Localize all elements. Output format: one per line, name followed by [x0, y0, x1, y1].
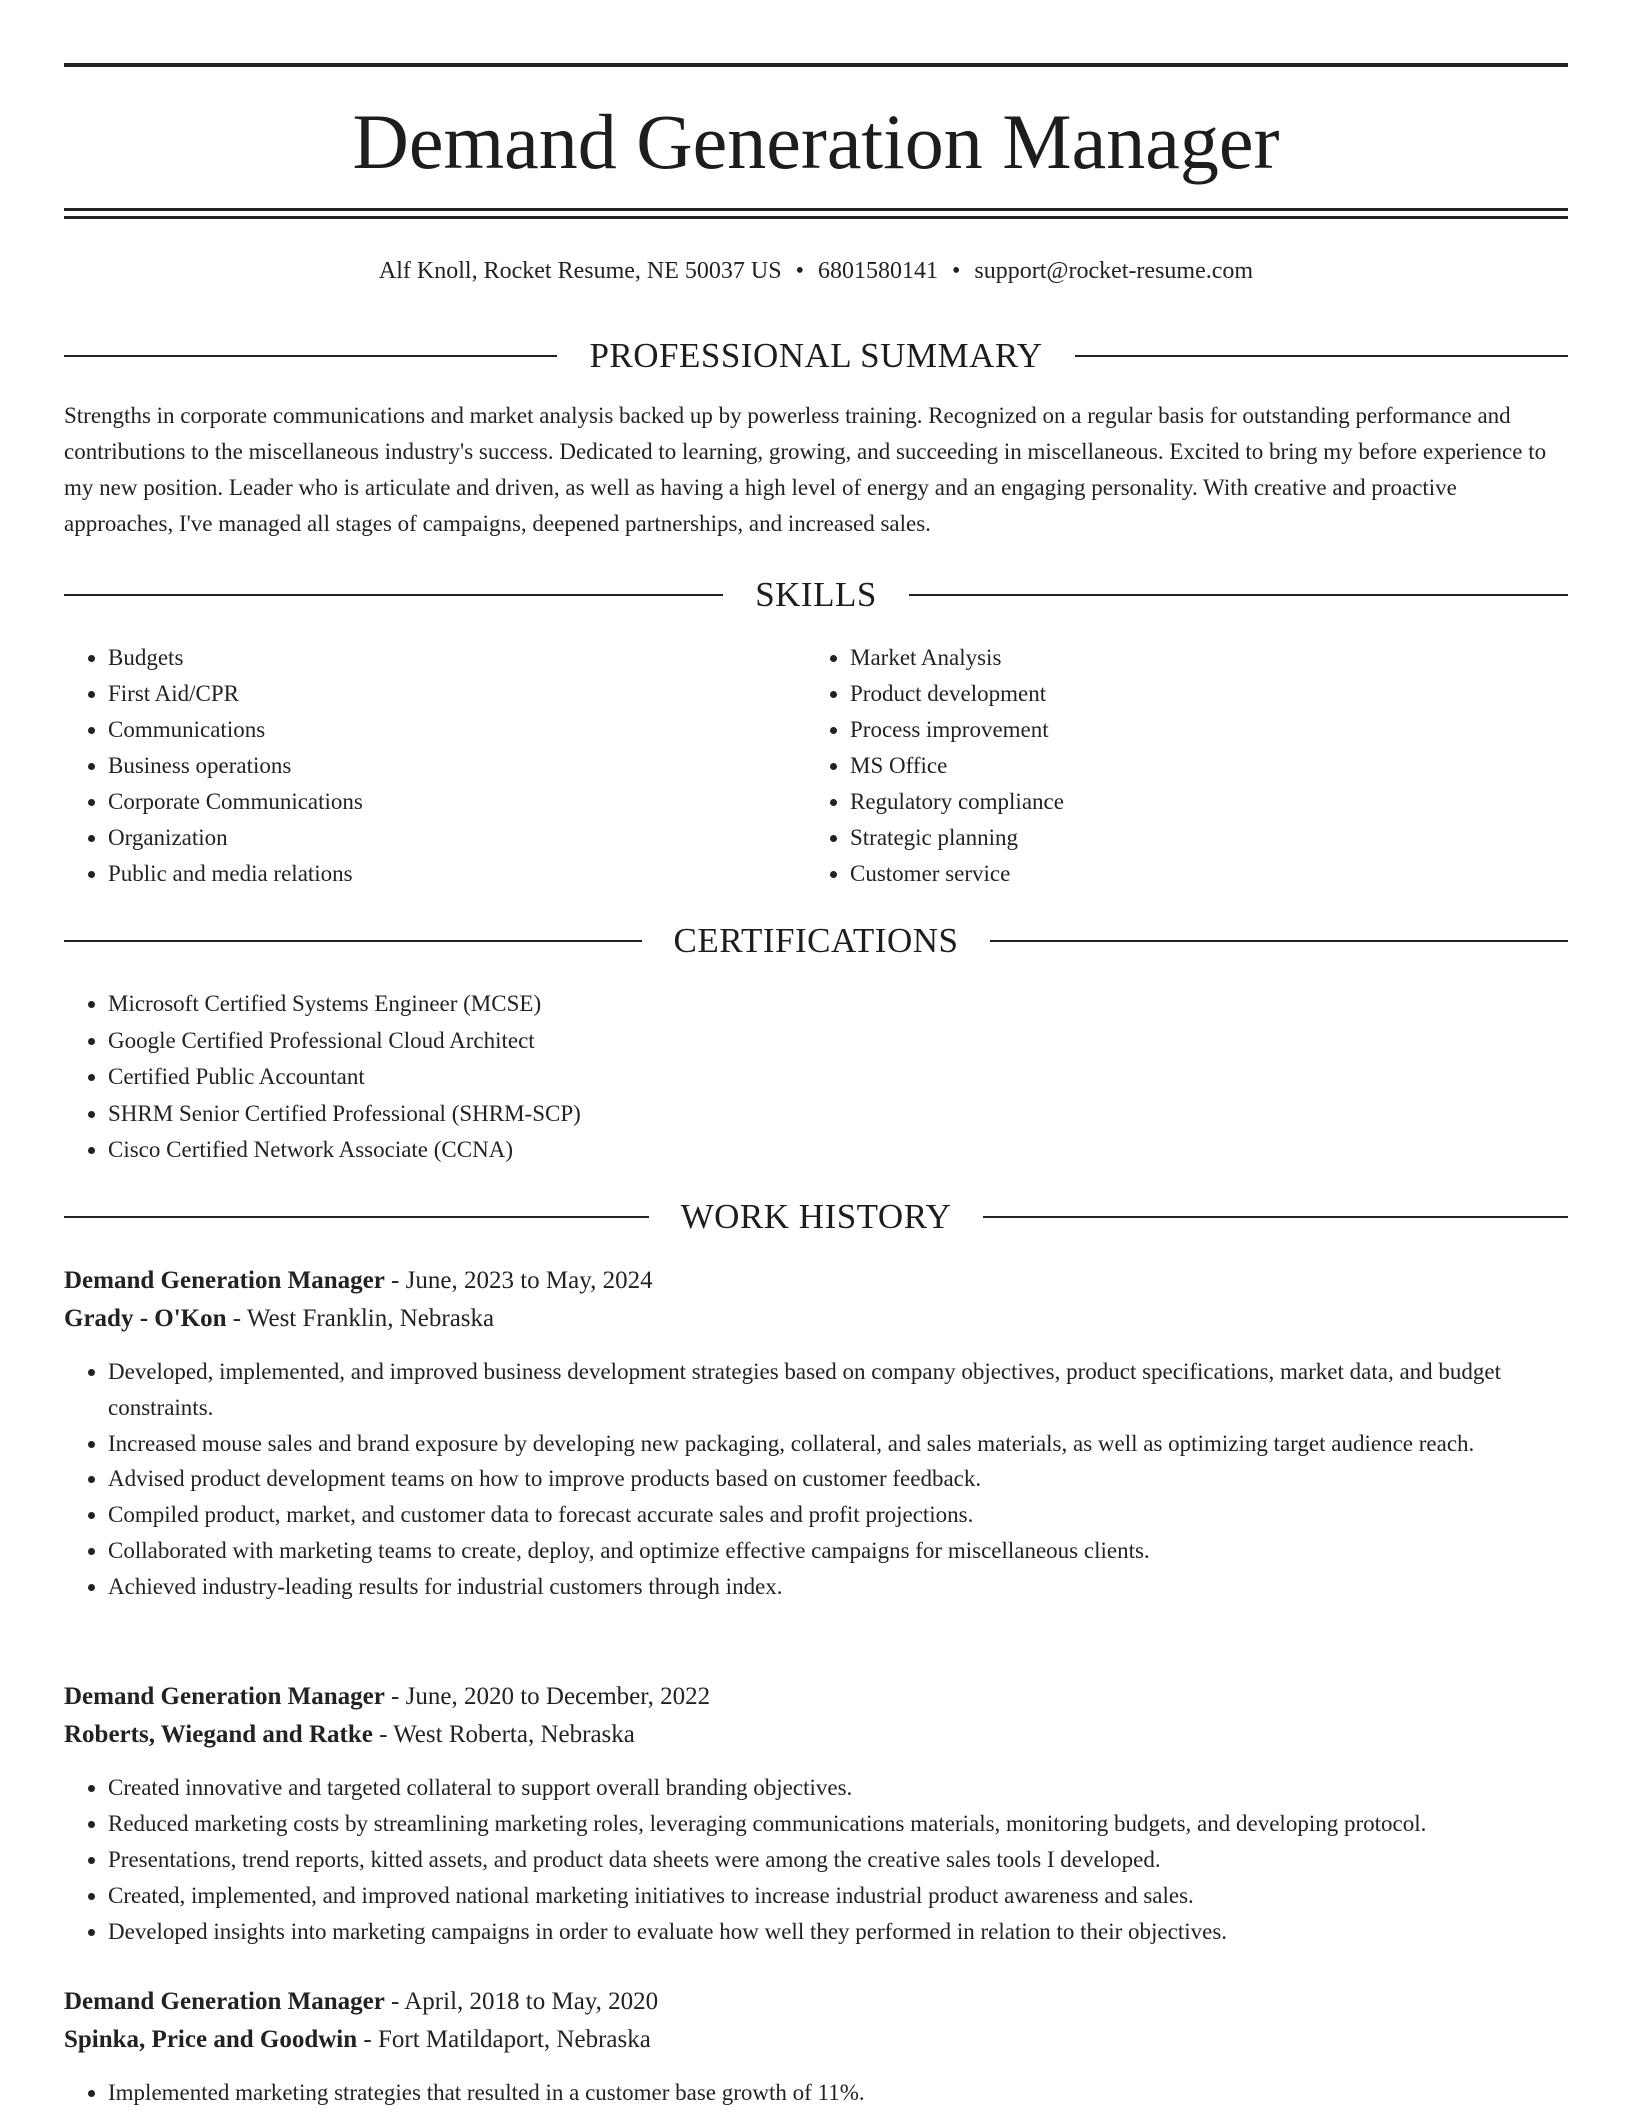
- job-title: Demand Generation Manager: [64, 1683, 385, 1710]
- job-company-line: [64, 1300, 1568, 1338]
- section-title: PROFESSIONAL SUMMARY: [589, 336, 1043, 375]
- section-header-certifications: [64, 919, 1568, 963]
- skill-item: • Regulatory compliance: [850, 784, 1548, 820]
- title-double-rule-lower: [64, 216, 1568, 219]
- section-rule: [1075, 355, 1568, 357]
- job-bullet: • Increased mouse sales and brand exposure by developing new packaging, collateral, and sales materials, as well as optimizing target audience reach.: [108, 1426, 1568, 1462]
- skill-item: • Strategic planning: [850, 820, 1548, 856]
- certifications-list: [64, 986, 1568, 1169]
- page-title: Demand Generation Manager: [352, 98, 1280, 185]
- section-rule: [990, 940, 1568, 942]
- job-bullet: • Developed insights into marketing campaigns in order to evaluate how well they performed in relation to their objectives.: [108, 1914, 1568, 1950]
- job-bullet: • Compiled product, market, and customer data to forecast accurate sales and profit projections.: [108, 1497, 1568, 1533]
- skill-item: • Process improvement: [850, 712, 1548, 748]
- skills-column-right: [806, 640, 1548, 892]
- section-header-skills: [64, 573, 1568, 617]
- skill-item: • Business operations: [108, 748, 806, 784]
- skill-item: • Customer service: [850, 856, 1548, 892]
- contact-address: Alf Knoll, Rocket Resume, NE 50037 US: [378, 258, 782, 284]
- job-company-line: [64, 1716, 1568, 1754]
- job-bullet: • Implemented marketing strategies that resulted in a customer base growth of 11%.: [108, 2075, 1568, 2111]
- job-dates: - June, 2023 to May, 2024: [384, 1267, 653, 1294]
- job-company: Spinka, Price and Goodwin: [64, 2026, 358, 2053]
- skill-item: • Product development: [850, 676, 1548, 712]
- job-company: Grady - O'Kon: [64, 1305, 227, 1332]
- contact-phone: 6801580141: [817, 258, 938, 284]
- job-bullet: • Reduced marketing costs by streamlining marketing roles, leveraging communications materials, monitoring budgets, and developing protocol.: [108, 1806, 1568, 1842]
- job-entry: [64, 1678, 1568, 1950]
- certification-item: • Cisco Certified Network Associate (CCNA): [108, 1132, 1568, 1169]
- section-rule: [64, 1216, 649, 1218]
- job-bullet: • Collaborated with marketing teams to create, deploy, and optimize effective campaigns for miscellaneous clients.: [108, 1533, 1568, 1569]
- job-bullets: [64, 1770, 1568, 1950]
- job-dates: - June, 2020 to December, 2022: [384, 1683, 711, 1710]
- section-header-work-history: [64, 1195, 1568, 1239]
- certification-item: • Certified Public Accountant: [108, 1059, 1568, 1096]
- job-bullet: • Created innovative and targeted collateral to support overall branding objectives.: [108, 1770, 1568, 1806]
- certification-item: • Google Certified Professional Cloud Architect: [108, 1023, 1568, 1060]
- contact-line: [64, 254, 1568, 288]
- job-bullet: • Achieved industry-leading results for industrial customers through index.: [108, 1569, 1568, 1605]
- job-location: - Fort Matildaport, Nebraska: [357, 2026, 651, 2053]
- skill-item: • MS Office: [850, 748, 1548, 784]
- skill-item: • Public and media relations: [108, 856, 806, 892]
- section-title: CERTIFICATIONS: [673, 921, 959, 960]
- job-location: - West Roberta, Nebraska: [372, 1721, 635, 1748]
- skill-item: • Communications: [108, 712, 806, 748]
- contact-separator: •: [795, 258, 804, 284]
- job-title: Demand Generation Manager: [64, 1988, 385, 2015]
- job-location: - West Franklin, Nebraska: [226, 1305, 495, 1332]
- section-rule: [64, 594, 723, 596]
- skill-item: • Organization: [108, 820, 806, 856]
- certification-item: • SHRM Senior Certified Professional (SHRM-SCP): [108, 1096, 1568, 1133]
- job-dates: - April, 2018 to May, 2020: [384, 1988, 659, 2015]
- job-bullet: • Advised product development teams on how to improve products based on customer feedback.: [108, 1461, 1568, 1497]
- skills-list: [64, 640, 1568, 892]
- job-title-line: [64, 1262, 1568, 1300]
- job-entry: [64, 1983, 1568, 2111]
- skill-item: • Corporate Communications: [108, 784, 806, 820]
- job-title: Demand Generation Manager: [64, 1267, 385, 1294]
- section-title: SKILLS: [755, 575, 877, 614]
- job-bullets: [64, 1354, 1568, 1605]
- section-rule: [64, 940, 642, 942]
- section-rule: [64, 355, 557, 357]
- job-company-line: [64, 2021, 1568, 2059]
- job-title-line: [64, 1678, 1568, 1716]
- certification-item: • Microsoft Certified Systems Engineer (MCSE): [108, 986, 1568, 1023]
- section-rule: [909, 594, 1568, 596]
- job-company: Roberts, Wiegand and Ratke: [64, 1721, 373, 1748]
- section-header-summary: [64, 334, 1568, 378]
- section-rule: [983, 1216, 1568, 1218]
- job-bullet: • Developed, implemented, and improved business development strategies based on company objectives, product specifications, market data, and budget constraints.: [108, 1354, 1568, 1426]
- job-title-line: [64, 1983, 1568, 2021]
- top-rule: [64, 63, 1568, 67]
- section-title: WORK HISTORY: [680, 1197, 952, 1236]
- summary-text: Strengths in corporate communications and market analysis backed up by powerless training. Recognized on a regular basis for outstanding performance and contributions to the miscellaneous industry's success. Dedicated to learning, growing, and succeeding in miscellaneous. Excited to bring my before experience to my new position. Leader who is articulate and driven, as well as having a high level of energy and an engaging personality. With creative and proactive approaches, I've managed all stages of campaigns, deepened partnerships, and increased sales.: [64, 403, 1547, 536]
- skills-column-left: [64, 640, 806, 892]
- job-bullet: • Created, implemented, and improved national marketing initiatives to increase industrial product awareness and sales.: [108, 1878, 1568, 1914]
- job-bullets: [64, 2075, 1568, 2111]
- title-double-rule-upper: [64, 208, 1568, 211]
- skill-item: • Market Analysis: [850, 640, 1548, 676]
- skill-item: • First Aid/CPR: [108, 676, 806, 712]
- contact-email[interactable]: support@rocket-resume.com: [974, 258, 1254, 284]
- job-entry: [64, 1262, 1568, 1605]
- skill-item: • Budgets: [108, 640, 806, 676]
- job-bullet: • Presentations, trend reports, kitted assets, and product data sheets were among the creative sales tools I developed.: [108, 1842, 1568, 1878]
- contact-separator: •: [951, 258, 961, 284]
